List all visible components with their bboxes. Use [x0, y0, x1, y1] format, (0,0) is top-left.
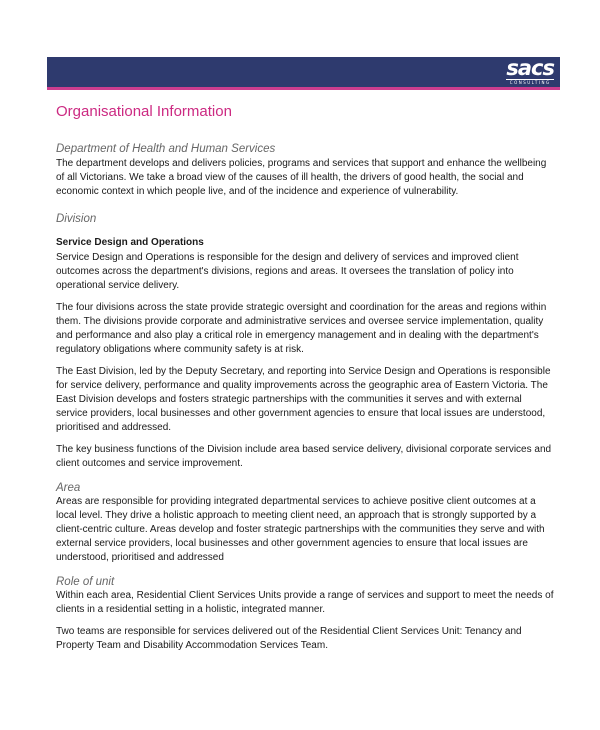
role-paragraph-1: Within each area, Residential Client Services Units provide a range of services and support to meet the needs of clients in a residential setting in a holistic, integrated manner.	[56, 590, 554, 615]
header-bar	[47, 57, 560, 87]
division-paragraph-4: The key business functions of the Division include area based service delivery, divisional corporate services and client outcomes and service improvement.	[56, 444, 552, 469]
role-heading: Role of unit	[56, 576, 115, 588]
division-heading: Division	[56, 213, 97, 225]
role-paragraph-2: Two teams are responsible for services delivered out of the Residential Client Services Unit: Tenancy and Property Team and Disability Accommodation Services Team.	[56, 626, 522, 651]
area-heading: Area	[56, 482, 81, 494]
department-paragraph: The department develops and delivers policies, programs and services that support and enhance the wellbeing of all Victorians. We take a broad view of the causes of ill health, the drivers of good health, the social and economic context in which people live, and of the incidence and experience of vulnerability.	[56, 158, 547, 197]
page-title: Organisational Information	[56, 103, 232, 120]
document-body	[56, 103, 556, 661]
division-subheading: Service Design and Operations	[56, 237, 204, 248]
area-paragraph: Areas are responsible for providing integrated departmental services to achieve positive client outcomes at a local level. They drive a holistic approach to meeting client need, an approach that is strongly supported by a client-centric culture. Areas develop and foster strategic partnerships with the communities they serve and with external service providers, local businesses and other government agencies to ensure that local issues are understood, prioritised and addressed	[56, 496, 545, 563]
division-paragraph-2: The four divisions across the state provide strategic oversight and coordination for the areas and regions within them. The divisions provide corporate and administrative services and oversee service implementation, quality and performance and also play a critical role in emergency management and in dealing with the department's regulatory obligations where community safety is at risk.	[56, 302, 547, 355]
division-paragraph-1: Service Design and Operations is responsible for the design and delivery of services and improved client outcomes across the department's divisions, regions and areas. It oversees the translation of policy into operational service delivery.	[56, 252, 519, 291]
department-heading: Department of Health and Human Services	[56, 143, 276, 155]
header-stripe	[47, 87, 560, 90]
company-logo	[506, 58, 554, 86]
logo-text: sacs	[506, 56, 554, 80]
logo-subtext: CONSULTING	[506, 79, 554, 86]
division-paragraph-3: The East Division, led by the Deputy Secretary, and reporting into Service Design and Operations is responsible for service delivery, performance and quality improvements across the geographic area of Eastern Victoria. The East Division develops and fosters strategic partnerships with the communities it serves and with external service providers, local businesses and other government agencies to ensure that local issues are understood, prioritised and addressed.	[56, 366, 551, 433]
